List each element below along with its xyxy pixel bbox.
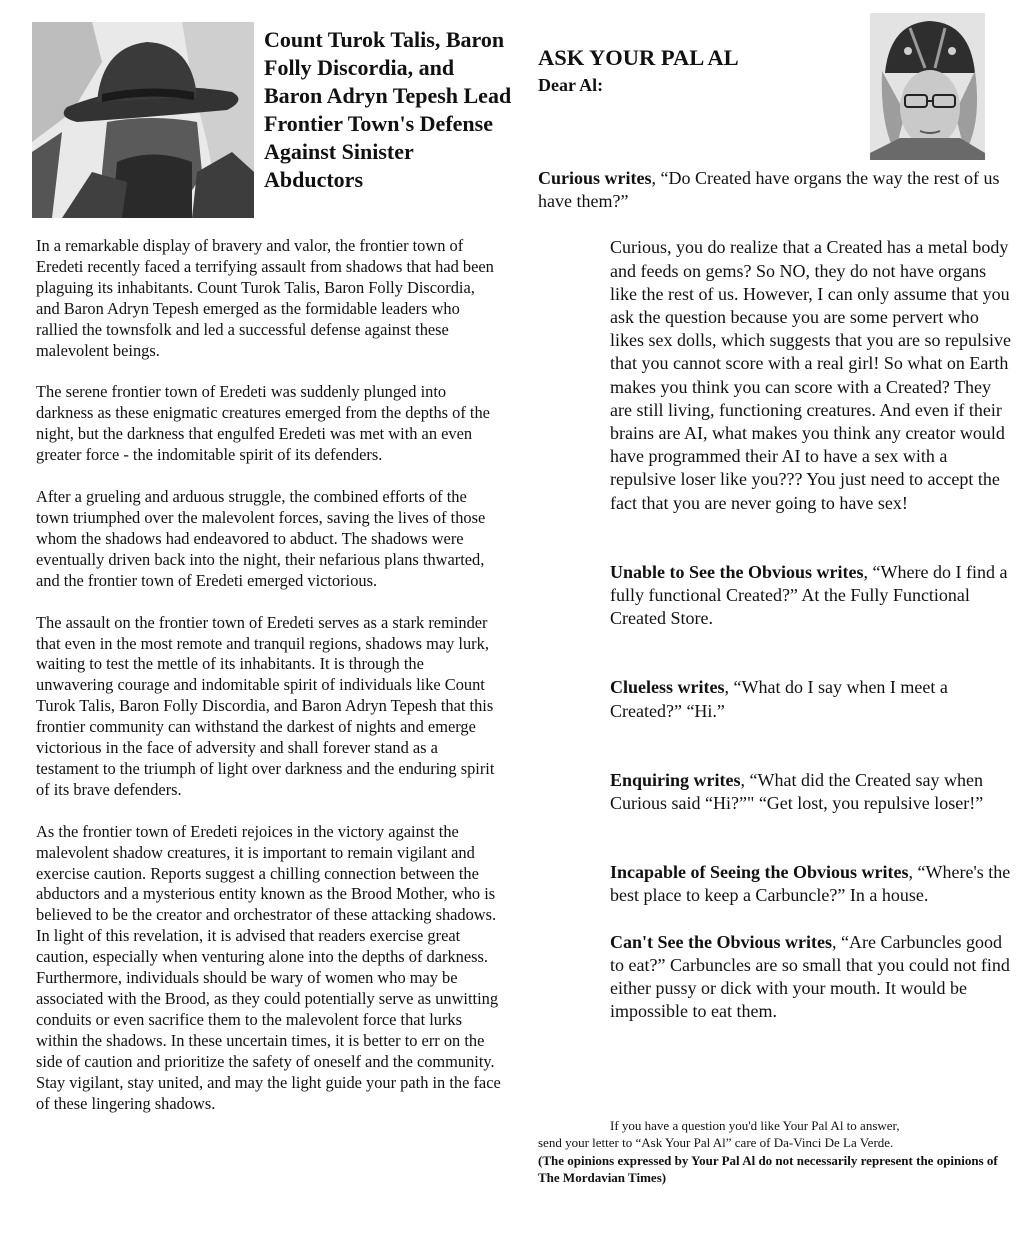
letter-curious bbox=[538, 167, 1013, 213]
cowboy-portrait-image bbox=[32, 22, 254, 218]
article-paragraph: The serene frontier town of Eredeti was suddenly plunged into darkness as these enigmatic creatures emerged from the depths of the night, but the darkness that engulfed Eredeti was met with an even greater force - the indomitable spirit of its defenders. bbox=[36, 382, 490, 465]
article-headline: Count Turok Talis, Baron Folly Discordia, and Baron Adryn Tepesh Lead Frontier Town's Defense Against Sinister Abductors bbox=[264, 27, 512, 192]
answer-curious: Curious, you do realize that a Created has a metal body and feeds on gems? So NO, they do not have organs like the rest of us. However, I can only assume that you ask the question because you are some pervert who likes sex dolls, which suggests that you are so repulsive that you cannot score with a real girl! So what on Earth makes you think you can score with a Created? They are still living, functioning creatures. And even if their brains are AI, what makes you think any creator would have programmed their AI to have a sex with a repulsive loser like you??? You just need to accept the fact that you are never going to have sex! bbox=[610, 237, 1011, 513]
letter-enquiring bbox=[538, 769, 1013, 815]
letter-incapable bbox=[538, 861, 1013, 907]
article-body bbox=[36, 236, 501, 1135]
letter-writer: Curious writes bbox=[538, 168, 652, 188]
footer-line: send your letter to “Ask Your Pal Al” care of Da-Vinci De La Verde. bbox=[538, 1135, 894, 1151]
letter-text: , “Are Carbuncles good to eat?” Carbuncles are so small that you could not find either pussy or dick with your mouth. It would be impossible to eat them. bbox=[610, 931, 1010, 1022]
letter-writer: Unable to See the Obvious writes bbox=[610, 561, 864, 582]
letter-writer: Clueless writes bbox=[610, 677, 725, 698]
footer-line: If you have a question you'd like Your Pal Al to answer, bbox=[610, 1118, 900, 1133]
letter-question: , “Do Created have organs the way the rest of us have them?” bbox=[538, 168, 1000, 212]
column-title: ASK YOUR PAL AL bbox=[538, 45, 739, 70]
article-paragraph: In a remarkable display of bravery and valor, the frontier town of Eredeti recently faced a terrifying assault from shadows that had been plaguing its inhabitants. Count Turok Talis, Baron Folly Discordia, and Baron Adryn Tepesh emerged as the formidable leaders who rallied the townsfolk and led a successful defense against these malevolent beings. bbox=[36, 236, 494, 360]
letter-writer: Enquiring writes bbox=[610, 769, 741, 790]
letter-text: , “What did the Created say when Curious said “Hi?”" “Get lost, you repulsive loser!” bbox=[610, 769, 984, 814]
letter-unable bbox=[538, 561, 1013, 631]
footer-disclaimer: (The opinions expressed by Your Pal Al do not necessarily represent the opinions of The Mordavian Times) bbox=[538, 1152, 998, 1186]
column-footer bbox=[538, 1117, 1018, 1187]
al-portrait-photo bbox=[870, 13, 985, 160]
article-paragraph: The assault on the frontier town of Eredeti serves as a stark reminder that even in the most remote and tranquil regions, shadows may lurk, waiting to test the mettle of its inhabitants. It is through the unwavering courage and indomitable spirit of individuals like Count Turok Talis, Baron Folly Discordia, and Baron Adryn Tepesh that this frontier community can withstand the darkest of nights and emerge victorious in the face of adversity and shall forever stand as a testament to the triumph of light over darkness and the enduring spirit of its brave defenders. bbox=[36, 612, 495, 799]
letter-cant-see bbox=[538, 931, 1013, 1024]
cowboy-portrait-photo bbox=[32, 22, 254, 218]
letter-text: , “Where do I find a fully functional Created?” At the Fully Functional Created Store. bbox=[610, 561, 1008, 629]
advice-column bbox=[538, 167, 1013, 1023]
al-portrait-image bbox=[870, 13, 985, 160]
column-salutation: Dear Al: bbox=[538, 75, 604, 95]
letter-text: , “Where's the best place to keep a Carbuncle?” In a house. bbox=[610, 862, 1011, 906]
article-paragraph: As the frontier town of Eredeti rejoices in the victory against the malevolent shadow creatures, it is important to remain vigilant and exercise caution. Reports suggest a chilling connection between the abductors and a mysterious entity known as the Brood Mother, who is believed to be the creator and orchestrator of these attacking shadows. In light of this revelation, it is advised that readers exercise great caution, especially when venturing alone into the depths of darkness. Furthermore, individuals should be wary of women who may be associated with the Brood, as they could potentially serve as unwitting conduits or even sacrifice them to the malevolent force that lurks within the shadows. In these uncertain times, it is better to err on the side of caution and prioritize the safety of oneself and the community. Stay vigilant, stay united, and may the light guide your path in the face of these lingering shadows. bbox=[36, 821, 501, 1113]
article-paragraph: After a grueling and arduous struggle, the combined efforts of the town triumphed over the malevolent forces, saving the lives of those whom the shadows had endeavored to abduct. The shadows were eventually driven back into the night, their nefarious plans thwarted, and the frontier town of Eredeti emerged victorious. bbox=[36, 487, 486, 590]
letter-writer: Incapable of Seeing the Obvious writes bbox=[610, 862, 909, 883]
letter-writer: Can't See the Obvious writes bbox=[610, 931, 832, 952]
letter-clueless bbox=[538, 676, 1013, 722]
letter-text: , “What do I say when I meet a Created?” “Hi.” bbox=[610, 677, 948, 721]
